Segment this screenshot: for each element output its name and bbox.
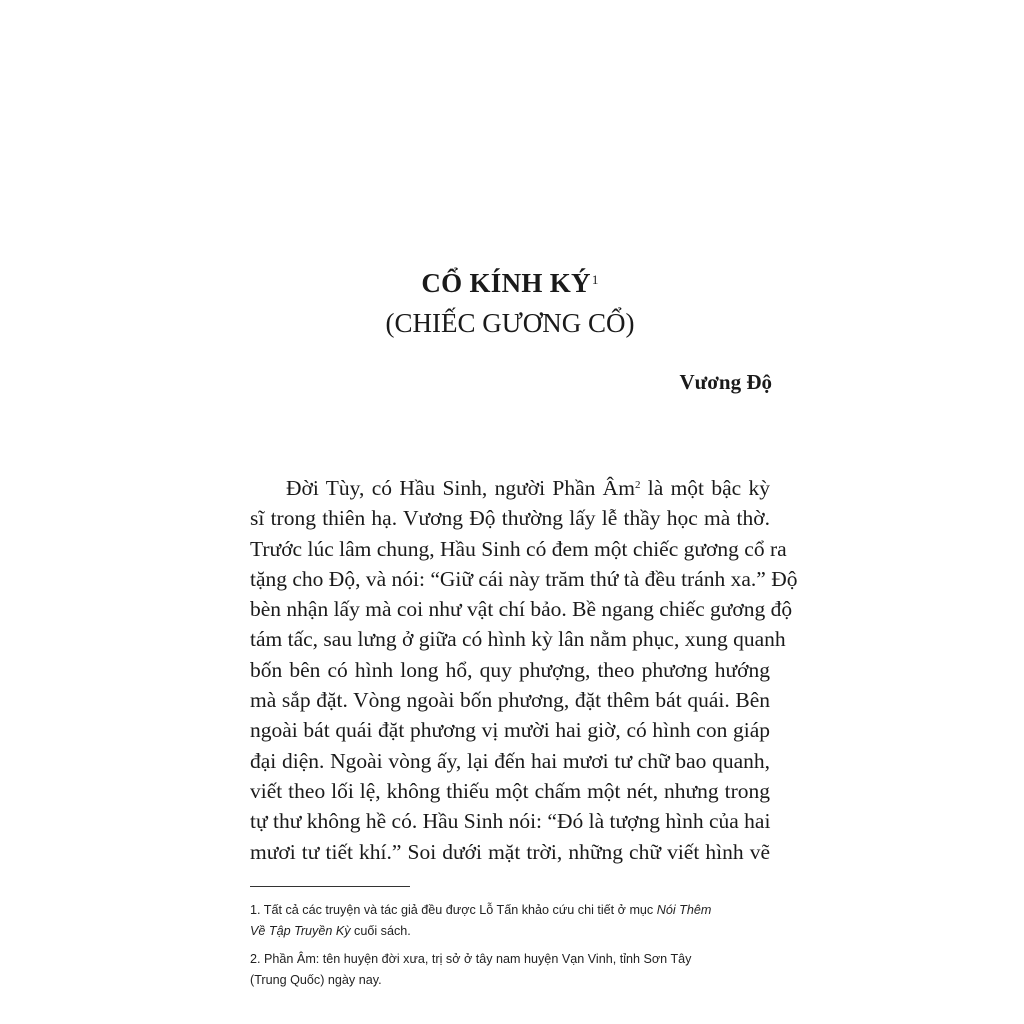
paragraph-line: bốn bên có hình long hổ, quy phượng, theo phương hướng xyxy=(250,657,770,682)
footnotes xyxy=(250,900,772,998)
footnote-1-line-2 xyxy=(250,921,772,942)
paragraph-line: ngoài bát quái đặt phương vị mười hai giờ, có hình con giáp xyxy=(250,718,770,743)
paragraph-line: mà sắp đặt. Vòng ngoài bốn phương, đặt thêm bát quái. Bên xyxy=(250,688,770,713)
paragraph-line: đại diện. Ngoài vòng ấy, lại đến hai mươi tư chữ bao quanh, xyxy=(250,748,770,773)
chapter-title-text: CỔ KÍNH KÝ xyxy=(421,268,591,298)
footnote-2-line-1: 2. Phần Âm: tên huyện đời xưa, trị sở ở tây nam huyện Vạn Vinh, tỉnh Sơn Tây xyxy=(250,952,692,966)
footnote-1-text-end: cuối sách. xyxy=(350,924,411,938)
paragraph-line: tặng cho Độ, và nói: “Giữ cái này trăm thứ tà đều tránh xa.” Độ xyxy=(250,566,798,591)
footnote-marker-1: 1 xyxy=(591,272,599,287)
author-name: Vương Độ xyxy=(679,370,772,394)
story-paragraph xyxy=(250,473,798,867)
footnote-2-line-2: (Trung Quốc) ngày nay. xyxy=(250,973,382,987)
paragraph-line xyxy=(250,473,770,503)
paragraph-line: mươi tư tiết khí.” Soi dưới mặt trời, những chữ viết hình vẽ xyxy=(250,839,770,864)
paragraph-line: bèn nhận lấy mà coi như vật chí bảo. Bề ngang chiếc gương độ xyxy=(250,597,793,622)
paragraph-line: sĩ trong thiên hạ. Vương Độ thường lấy lễ thầy học mà thờ. xyxy=(250,506,770,531)
paragraph-line: Trước lúc lâm chung, Hầu Sinh có đem một chiếc gương cổ ra xyxy=(250,536,787,561)
footnote-1 xyxy=(250,900,772,942)
line-text: Đời Tùy, có Hầu Sinh, người Phần Âm xyxy=(286,476,635,500)
footnote-divider xyxy=(250,886,410,887)
footnote-1-italic-ref-cont: Về Tập Truyền Kỳ xyxy=(250,924,351,938)
paragraph-line: tự thư không hề có. Hầu Sinh nói: “Đó là tượng hình của hai xyxy=(250,809,771,834)
footnote-1-text: 1. Tất cả các truyện và tác giả đều được Lỗ Tấn khảo cứu chi tiết ở mục xyxy=(250,903,657,917)
footnote-1-line-1 xyxy=(250,900,772,921)
footnote-1-italic-ref: Nói Thêm xyxy=(656,903,712,917)
line-text-tail: là một bậc kỳ xyxy=(640,476,770,500)
chapter-subtitle: (CHIẾC GƯƠNG CỔ) xyxy=(385,308,635,338)
chapter-title xyxy=(250,268,770,299)
paragraph-line: viết theo lối lệ, không thiếu một chấm một nét, nhưng trong xyxy=(250,778,770,803)
footnote-marker-2: 2 xyxy=(634,479,641,491)
paragraph-line: tám tấc, sau lưng ở giữa có hình kỳ lân nằm phục, xung quanh xyxy=(250,627,786,652)
footnote-2 xyxy=(250,949,772,991)
